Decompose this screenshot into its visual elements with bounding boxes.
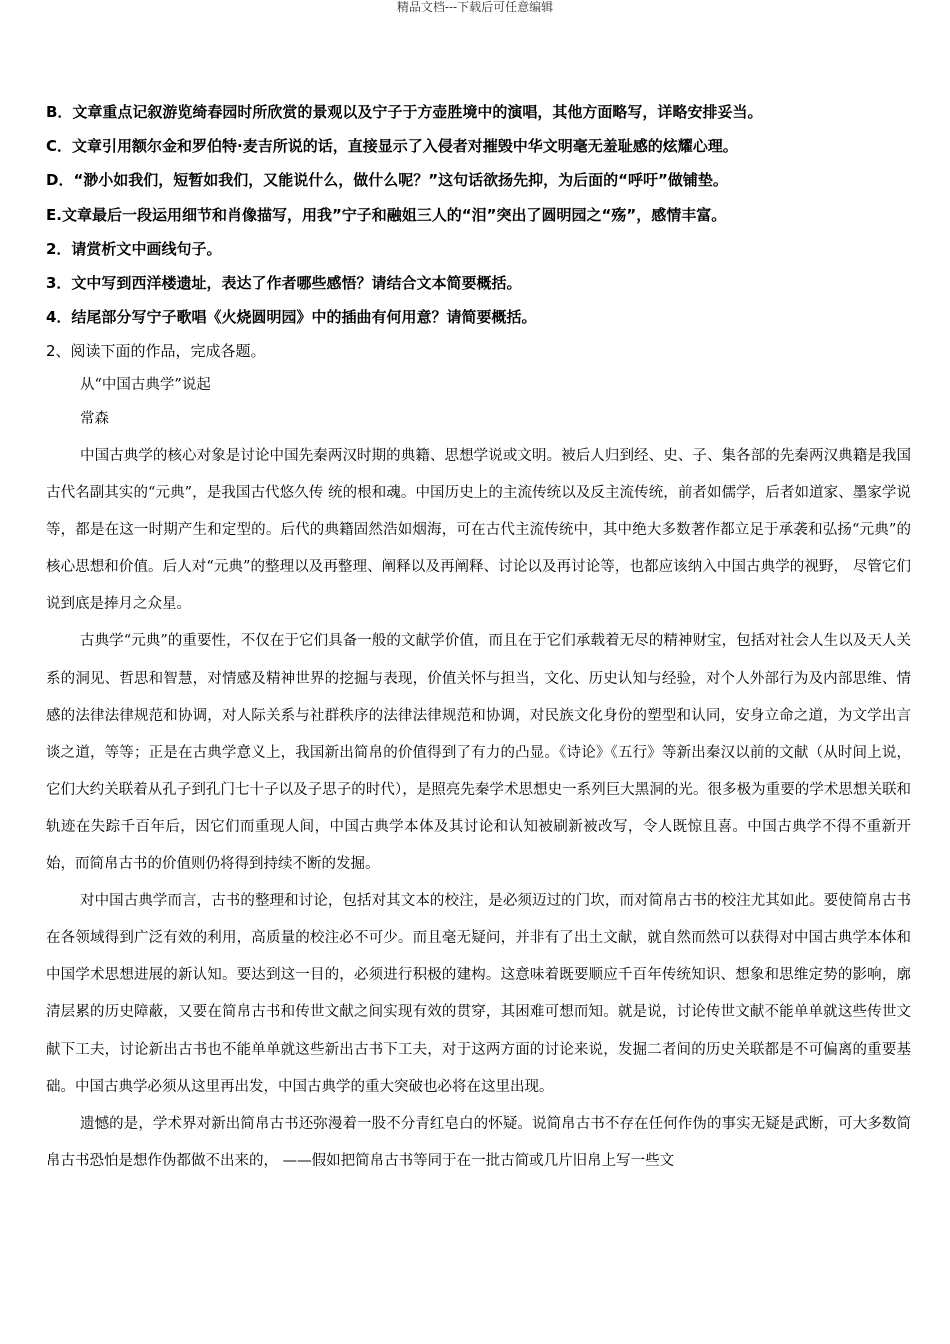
reading-article [46,370,911,1180]
section-2-heading: 2、阅读下面的作品，完成各题。 [46,342,266,361]
article-paragraph-2: 古典学“元典”的重要性，不仅在于它们具备一般的文献学价值，而且在于它们承载着无尽的精神财宝，包括对社会人生以及天人关系的洞见、哲思和智慧，对情感及精神世界的挖掘与表现，价值关怀与担当，文化、历史认知与经验，对个人外部行为及内部思维、情感的法律法律规范和协调，对人际关系与社群秩序的法律法律规范和协调，对民族文化身份的塑型和认同，安身立命之道，为文学出言谈之道，等等；正是在古典学意义上，我国新出简帛的价值得到了有力的凸显。《诗论》《五行》等新出秦汉以前的文献（从时间上说，它们大约关联着从孔子到孔门七十子以及子思子的时代），是照亮先秦学术思想史一系列巨大黑洞的光。很多极为重要的学术思想关联和轨迹在失踪千百年后，因它们而重现人间，中国古典学本体及其讨论和认知被刷新被改写，令人既惊且喜。中国古典学不得不重新开始，而简帛古书的价值则仍将得到持续不断的发掘。 [46,633,911,873]
question-4: 4．结尾部分写宁子歌唱《火烧圆明园》中的插曲有何用意？请简要概括。 [46,308,537,327]
question-3: 3．文中写到西洋楼遗址，表达了作者哪些感悟？请结合文本简要概括。 [46,273,522,292]
article-paragraph-3: 对中国古典学而言，古书的整理和讨论，包括对其文本的校注，是必须迈过的门坎，而对简帛古书的校注尤其如此。要使简帛古书在各领域得到广泛有效的利用，高质量的校注必不可少。而且毫无疑问，并非有了出土文献，就自然而然可以获得对中国古典学本体和中国学术思想进展的新认知。要达到这一目的，必须进行积极的建构。这意味着既要顺应千百年传统知识、想象和思维定势的影响，廓清层累的历史障蔽，又要在简帛古书和传世文献之间实现有效的贯穿，其困难可想而知。就是说，讨论传世文献不能单单就这些传世文献下工夫，讨论新出古书也不能单单就这些新出古书下工夫，对于这两方面的讨论来说，发掘二者间的历史关联都是不可偏离的重要基础。中国古典学必须从这里再出发，中国古典学的重大突破也必将在这里出现。 [46,893,911,1095]
article-paragraph-1: 中国古典学的核心对象是讨论中国先秦两汉时期的典籍、思想学说或文明。被后人归到经、史、子、集各部的先秦两汉典籍是我国古代名副其实的“元典”，是我国古代悠久传 统的根和魂。中国历史上的主流传统以及反主流传统，前者如儒学，后者如道家、墨家学说等，都是在这一时期产生和定型的。后代的典籍固然浩如烟海，可在古代主流传统中，其中绝大多数著作都立足于承袭和弘扬“元典”的核心思想和价值。后人对“元典”的整理以及再整理、阐释以及再阐释、讨论以及再讨论等，也都应该纳入中国古典学的视野， 尽管它们说到底是捧月之众星。 [46,448,911,613]
article-author: 常森 [80,411,109,427]
question-2: 2．请赏析文中画线句子。 [46,239,222,258]
page-header: 精品文档---下载后可任意编辑 [396,0,554,14]
question-block [46,100,916,374]
option-c: C．文章引用额尔金和罗伯特·麦吉所说的话，直接显示了入侵者对摧毁中华文明毫无羞耻感的炫耀心理。 [46,137,738,156]
option-b: B．文章重点记叙游览绮春园时所欣赏的景观以及宁子于方壶胜境中的演唱，其他方面略写，详略安排妥当。 [46,103,763,121]
article-title: 从“中国古典学”说起 [80,377,211,393]
option-d: D．“渺小如我们，短暂如我们，又能说什么，做什么呢？”这句话欲扬先抑，为后面的“呼吁”做铺垫。 [46,171,728,190]
option-e: E.文章最后一段运用细节和肖像描写，用我”宁子和融姐三人的“泪”突出了圆明园之“殇”，感情丰富。 [46,205,727,224]
article-paragraph-4: 遗憾的是，学术界对新出简帛古书还弥漫着一股不分青红皂白的怀疑。说简帛古书不存在任何作伪的事实无疑是武断，可大多数简帛古书恐怕是想作伪都做不出来的， ——假如把简帛古书等同于在一批古简或几片旧帛上写一些文 [46,1115,911,1169]
